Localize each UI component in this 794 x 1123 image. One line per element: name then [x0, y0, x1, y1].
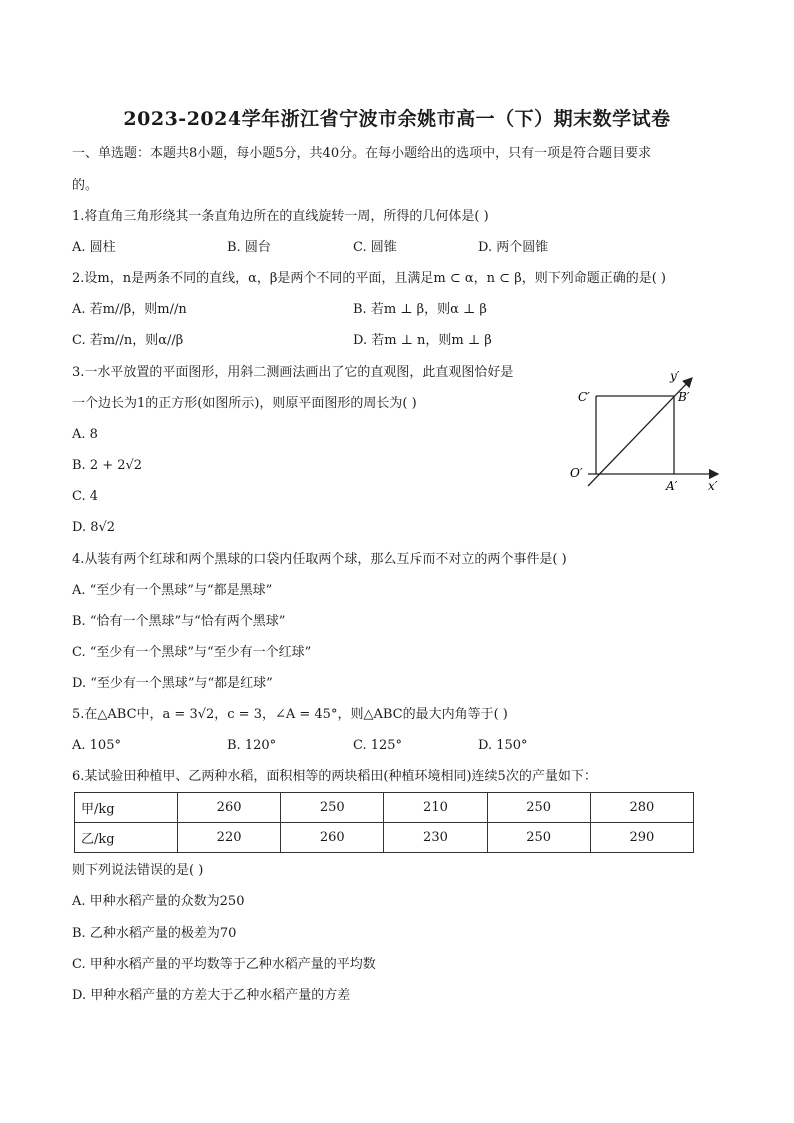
table-cell: 220 [178, 823, 281, 853]
q2-option-c: C. 若m//n，则α//β [72, 333, 184, 348]
q4-option-d: D. “至少有一个黑球”与“都是红球” [72, 676, 273, 691]
exam-title: 2023-2024学年浙江省宁波市余姚市高一（下）期末数学试卷 [123, 108, 671, 130]
question-6-stem: 6.某试验田种植甲、乙两种水稻，面积相等的两块稻田(种植环境相同)连续5次的产量如下： [72, 769, 597, 784]
q6-option-c: C. 甲种水稻产量的平均数等于乙种水稻产量的平均数 [72, 957, 376, 972]
table-row-head: 甲/kg [75, 793, 178, 823]
label-b: B′ [678, 390, 690, 404]
label-a: A′ [666, 479, 678, 493]
q1-option-a: A. 圆柱 [72, 240, 116, 255]
table-cell: 280 [590, 793, 693, 823]
label-x: x′ [708, 479, 718, 493]
q2-option-b: B. 若m ⊥ β，则α ⊥ β [353, 302, 487, 317]
question-1-stem: 1.将直角三角形绕其一条直角边所在的直线旋转一周，所得的几何体是( ) [72, 209, 489, 224]
q6-option-b: B. 乙种水稻产量的极差为70 [72, 926, 237, 941]
table-cell: 260 [178, 793, 281, 823]
table-cell: 290 [590, 823, 693, 853]
q2-option-a: A. 若m//β，则m//n [72, 302, 187, 317]
question-6-after-table: 则下列说法错误的是( ) [72, 863, 204, 878]
q3-option-a: A. 8 [72, 427, 98, 442]
section-header: 一、单选题：本题共8小题，每小题5分，共40分。在每小题给出的选项中，只有一项是符合题目要求 [72, 146, 652, 161]
y-axis [588, 378, 692, 486]
oblique-projection-figure [566, 364, 726, 504]
table-row [75, 823, 694, 853]
q2-option-d: D. 若m ⊥ n，则m ⊥ β [353, 333, 492, 348]
q3-option-c: C. 4 [72, 489, 99, 504]
q6-option-a: A. 甲种水稻产量的众数为250 [72, 894, 245, 909]
q6-option-d: D. 甲种水稻产量的方差大于乙种水稻产量的方差 [72, 988, 351, 1003]
question-3-stem-cont: 一个边长为1的正方形(如图所示)，则原平面图形的周长为( ) [72, 396, 417, 411]
q5-option-b: B. 120° [227, 738, 277, 753]
question-2-stem: 2.设m，n是两条不同的直线，α，β是两个不同的平面，且满足m ⊂ α，n ⊂ β，则下列命题正确的是( ) [72, 271, 666, 286]
yield-table [74, 792, 694, 853]
table-row [75, 793, 694, 823]
q1-option-c: C. 圆锥 [353, 240, 397, 255]
table-cell: 250 [281, 793, 384, 823]
table-cell: 210 [384, 793, 487, 823]
q4-option-b: B. “恰有一个黑球”与“恰有两个黑球” [72, 614, 286, 629]
question-4-stem: 4.从装有两个红球和两个黑球的口袋内任取两个球，那么互斥而不对立的两个事件是( ) [72, 552, 567, 567]
table-cell: 260 [281, 823, 384, 853]
section-header-cont: 的。 [72, 178, 99, 193]
table-row-head: 乙/kg [75, 823, 178, 853]
question-3-stem: 3.一水平放置的平面图形，用斜二测画法画出了它的直观图，此直观图恰好是 [72, 365, 514, 380]
q5-option-d: D. 150° [478, 738, 528, 753]
table-cell: 250 [487, 823, 590, 853]
q1-option-b: B. 圆台 [227, 240, 271, 255]
table-cell: 230 [384, 823, 487, 853]
q1-option-d: D. 两个圆锥 [478, 240, 549, 255]
label-y: y′ [670, 369, 680, 383]
label-o: O′ [570, 466, 583, 480]
q5-option-a: A. 105° [72, 738, 121, 753]
q4-option-c: C. “至少有一个黑球”与“至少有一个红球” [72, 645, 312, 660]
question-5-stem: 5.在△ABC中，a = 3√2，c = 3，∠A = 45°，则△ABC的最大内角等于( ) [72, 707, 508, 722]
q5-option-c: C. 125° [353, 738, 403, 753]
q3-option-b: B. 2 + 2√2 [72, 458, 143, 473]
q3-option-d: D. 8√2 [72, 520, 116, 535]
q4-option-a: A. “至少有一个黑球”与“都是黑球” [72, 583, 273, 598]
label-c: C′ [578, 390, 590, 404]
table-cell: 250 [487, 793, 590, 823]
